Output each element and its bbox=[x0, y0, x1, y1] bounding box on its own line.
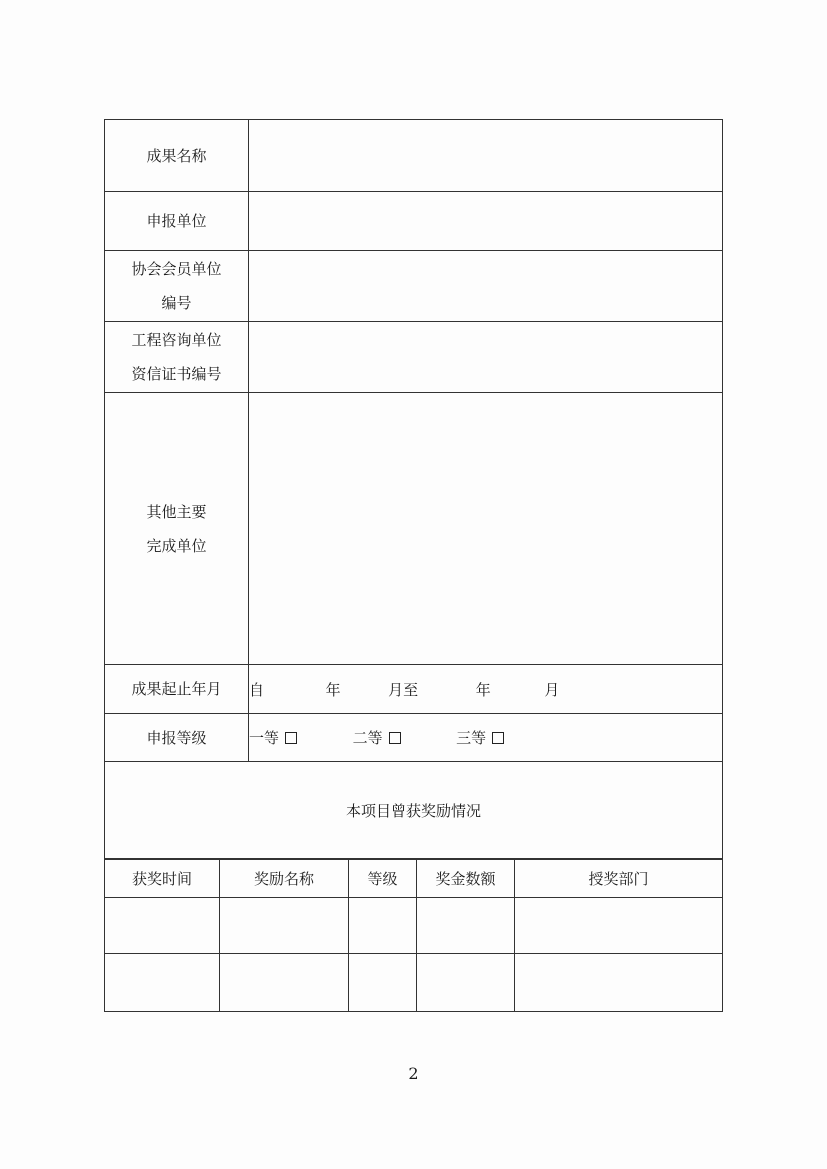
header-award-department: 授奖部门 bbox=[515, 859, 723, 898]
award-department-cell[interactable] bbox=[515, 954, 723, 1012]
row-other-units bbox=[105, 393, 723, 665]
row-certificate-number bbox=[105, 322, 723, 393]
row-achievement-name bbox=[105, 120, 723, 192]
header-award-name: 奖励名称 bbox=[220, 859, 349, 898]
grade-third-label: 三等 bbox=[456, 729, 487, 747]
grade-options bbox=[249, 714, 723, 762]
award-amount-cell[interactable] bbox=[417, 954, 515, 1012]
period-month2-text: 月 bbox=[544, 680, 560, 699]
achievement-name-label: 成果名称 bbox=[105, 120, 249, 192]
achievement-name-field[interactable] bbox=[249, 120, 723, 192]
grade-second-checkbox[interactable] bbox=[389, 732, 401, 744]
row-member-number bbox=[105, 251, 723, 322]
grade-label: 申报等级 bbox=[105, 714, 249, 762]
row-grade bbox=[105, 714, 723, 762]
applicant-unit-label: 申报单位 bbox=[105, 192, 249, 251]
award-header-row bbox=[105, 859, 723, 898]
award-history-table bbox=[104, 858, 723, 1012]
certificate-number-field[interactable] bbox=[249, 322, 723, 393]
grade-third-checkbox[interactable] bbox=[492, 732, 504, 744]
period-label: 成果起止年月 bbox=[105, 665, 249, 714]
grade-second-label: 二等 bbox=[352, 729, 383, 747]
period-year2-text: 年 bbox=[475, 680, 491, 699]
other-units-field[interactable] bbox=[249, 393, 723, 665]
award-level-cell[interactable] bbox=[349, 954, 417, 1012]
row-period bbox=[105, 665, 723, 714]
row-award-section-title bbox=[105, 762, 723, 860]
table-row bbox=[105, 954, 723, 1012]
certificate-number-label: 工程咨询单位 资信证书编号 bbox=[105, 322, 249, 393]
application-form bbox=[104, 119, 723, 860]
grade-first-checkbox[interactable] bbox=[285, 732, 297, 744]
award-time-cell[interactable] bbox=[105, 898, 220, 954]
award-name-cell[interactable] bbox=[220, 898, 349, 954]
award-section-title: 本项目曾获奖励情况 bbox=[105, 762, 723, 860]
award-department-cell[interactable] bbox=[515, 898, 723, 954]
header-award-level: 等级 bbox=[349, 859, 417, 898]
period-from-text: 自 bbox=[249, 680, 265, 699]
grade-first-label: 一等 bbox=[249, 729, 280, 747]
page-number: 2 bbox=[408, 1064, 419, 1083]
row-applicant-unit bbox=[105, 192, 723, 251]
award-amount-cell[interactable] bbox=[417, 898, 515, 954]
period-month-to-text: 月至 bbox=[388, 680, 419, 699]
header-award-time: 获奖时间 bbox=[105, 859, 220, 898]
table-row bbox=[105, 898, 723, 954]
award-name-cell[interactable] bbox=[220, 954, 349, 1012]
period-field[interactable] bbox=[249, 665, 723, 714]
period-year1-text: 年 bbox=[325, 680, 341, 699]
applicant-unit-field[interactable] bbox=[249, 192, 723, 251]
award-time-cell[interactable] bbox=[105, 954, 220, 1012]
header-award-amount: 奖金数额 bbox=[417, 859, 515, 898]
award-level-cell[interactable] bbox=[349, 898, 417, 954]
member-number-field[interactable] bbox=[249, 251, 723, 322]
member-number-label: 协会会员单位 编号 bbox=[105, 251, 249, 322]
other-units-label: 其他主要 完成单位 bbox=[105, 393, 249, 665]
